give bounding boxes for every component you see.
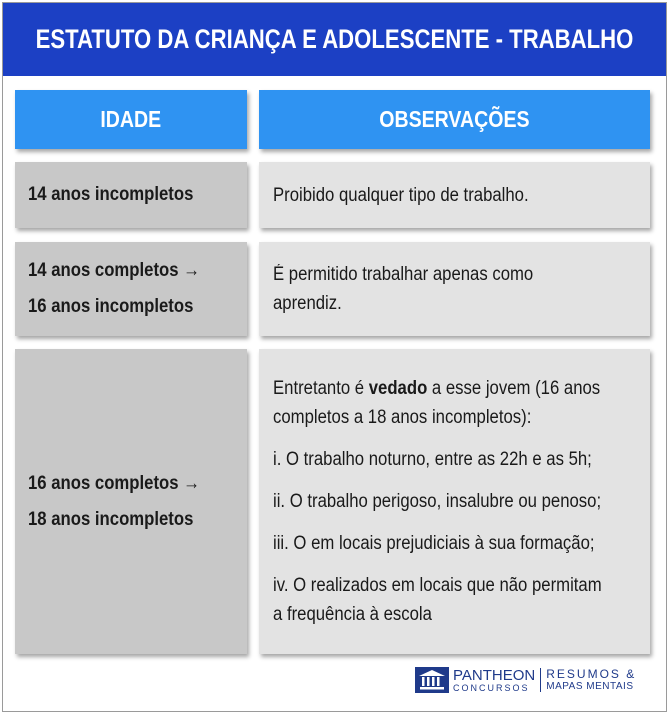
table-row-3-observation <box>259 349 650 654</box>
observation-intro-line-1 <box>273 374 601 403</box>
intro-text-before: Entretanto é <box>273 378 369 399</box>
age-text-line-1: 16 anos completos → <box>28 472 200 494</box>
restriction-item-1: i. O trabalho noturno, entre as 22h e as 5h; <box>273 449 592 470</box>
logo-subtitle: CONCURSOS <box>453 682 530 693</box>
age-text-line-2: 18 anos incompletos <box>28 508 194 530</box>
observation-text: Proibido qualquer tipo de trabalho. <box>273 184 529 206</box>
column-header-age-label: IDADE <box>100 106 162 132</box>
pantheon-logo <box>415 667 636 693</box>
observation-text-line-2: aprendiz. <box>273 293 342 314</box>
table-row-1-age <box>15 162 247 228</box>
age-text: 14 anos incompletos <box>28 184 194 205</box>
logo-brand: PANTHEON <box>453 666 536 684</box>
column-header-observations-label: OBSERVAÇÕES <box>379 106 530 132</box>
restriction-item-4-line-2: a frequência à escola <box>273 604 432 625</box>
intro-text-bold: vedado <box>368 378 428 399</box>
table-row-1-observation <box>259 162 650 228</box>
column-header-age <box>15 90 247 149</box>
logo-divider <box>540 668 541 692</box>
age-text-line-1: 14 anos completos → <box>28 260 200 281</box>
intro-text-after: a esse jovem (16 anos <box>427 378 601 399</box>
page-title: ESTATUTO DA CRIANÇA E ADOLESCENTE - TRABALHO <box>35 24 634 54</box>
restriction-item-3: iii. O em locais prejudiciais à sua formação; <box>273 533 595 554</box>
logo-tagline-line-1: RESUMOS & <box>546 666 637 681</box>
column-header-observations <box>259 90 650 149</box>
table-row-3-age <box>15 349 247 654</box>
observation-text-line-1: É permitido trabalhar apenas como <box>273 264 534 285</box>
title-bar <box>3 3 666 76</box>
table-row-2-observation <box>259 242 650 336</box>
age-text-line-2: 16 anos incompletos <box>28 296 194 317</box>
observation-intro-line-2: completos a 18 anos incompletos): <box>273 407 532 428</box>
table-row-2-age <box>15 242 247 336</box>
restriction-item-4-line-1: iv. O realizados em locais que não permitam <box>273 575 602 596</box>
logo-tagline-line-2: MAPAS MENTAIS <box>546 680 634 692</box>
restriction-item-2: ii. O trabalho perigoso, insalubre ou penoso; <box>273 491 602 512</box>
temple-icon <box>415 667 449 693</box>
